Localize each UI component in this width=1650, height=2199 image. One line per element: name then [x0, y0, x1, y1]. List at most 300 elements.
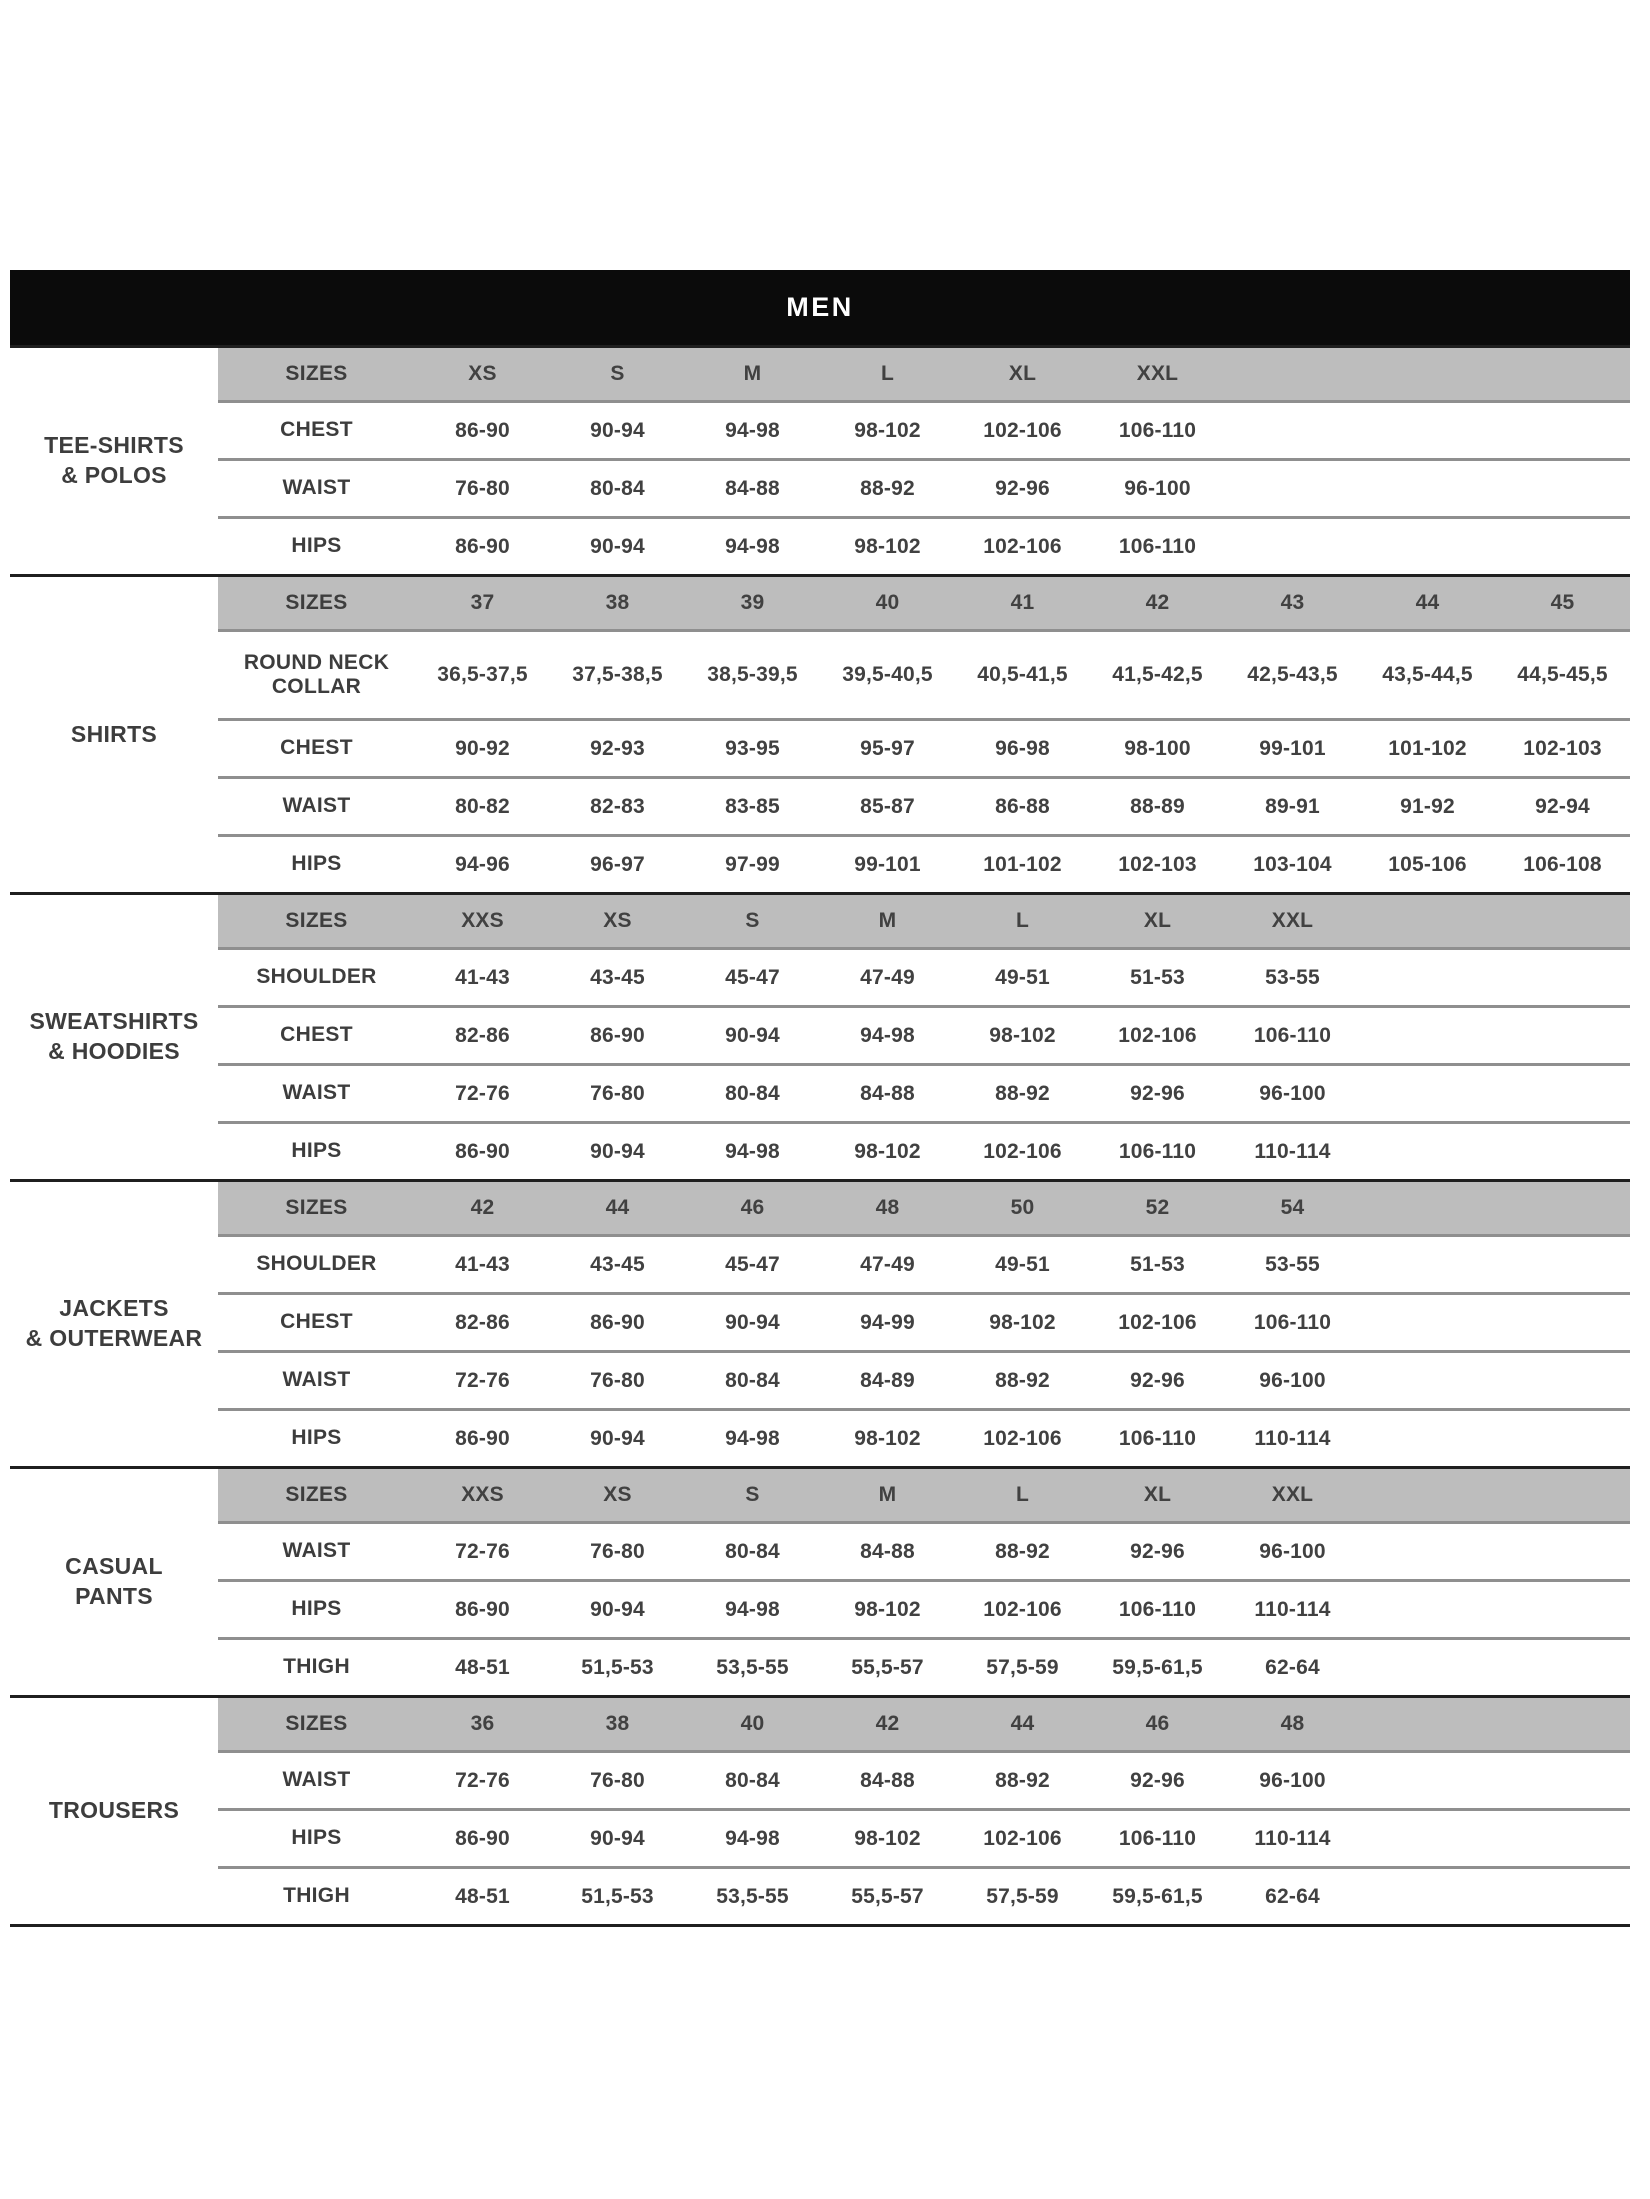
size-cell — [1495, 895, 1630, 947]
row-trousers-waist — [218, 1750, 1630, 1808]
value-cell: 99-101 — [1259, 736, 1326, 760]
value-cell: 53,5-55 — [716, 1884, 789, 1908]
value-cell: 85-87 — [860, 794, 915, 818]
section-label-line: & POLOS — [61, 462, 167, 488]
value-cell: 43,5-44,5 — [1382, 663, 1473, 686]
value-cell: 80-84 — [725, 1768, 780, 1792]
size-cell — [1495, 1698, 1630, 1750]
section-label-tee-shirts-polos — [10, 348, 218, 574]
value-cell: 36,5-37,5 — [437, 663, 528, 686]
measure-label: WAIST — [282, 476, 351, 500]
value-cell: 49-51 — [995, 1252, 1050, 1276]
value-cell: 93-95 — [725, 736, 780, 760]
size-cell: 42 — [875, 1712, 900, 1735]
value-cell: 80-84 — [725, 1539, 780, 1563]
measure-label: CHEST — [280, 736, 353, 760]
size-cell: XL — [1143, 1483, 1172, 1506]
value-cell: 38,5-39,5 — [707, 663, 798, 686]
value-cell — [1495, 519, 1630, 574]
size-cell: 46 — [1145, 1712, 1170, 1735]
value-cell: 98-102 — [989, 1310, 1056, 1334]
size-cell: M — [878, 909, 897, 932]
measure-label: HIPS — [291, 1139, 342, 1163]
sizes-row-label: SIZES — [285, 361, 348, 385]
value-cell: 98-102 — [854, 1426, 921, 1450]
sizes-row-label: SIZES — [285, 1482, 348, 1506]
value-cell — [1360, 461, 1495, 516]
value-cell: 84-88 — [860, 1081, 915, 1105]
row-trousers-thigh — [218, 1866, 1630, 1924]
value-cell: 88-92 — [995, 1539, 1050, 1563]
value-cell: 90-94 — [590, 1826, 645, 1850]
section-label-line: SHIRTS — [70, 720, 158, 747]
section-body-jackets-outerwear — [218, 1182, 1630, 1466]
table-title-bar — [10, 270, 1630, 345]
value-cell: 84-88 — [860, 1768, 915, 1792]
section-label-casual-pants — [10, 1469, 218, 1695]
sizes-row-label: SIZES — [285, 1195, 348, 1219]
measure-label: HIPS — [291, 852, 342, 876]
value-cell: 96-100 — [1124, 476, 1191, 500]
section-label-line: & HOODIES — [48, 1038, 180, 1064]
measure-label: ROUND NECK COLLAR — [243, 650, 390, 698]
value-cell — [1495, 461, 1630, 516]
value-cell: 72-76 — [455, 1539, 510, 1563]
section-label-trousers — [10, 1698, 218, 1924]
sizes-row-trousers — [218, 1698, 1630, 1750]
value-cell: 76-80 — [590, 1768, 645, 1792]
value-cell: 47-49 — [860, 1252, 915, 1276]
value-cell — [1225, 403, 1360, 458]
size-cell — [1495, 1182, 1630, 1234]
measure-label: CHEST — [280, 1310, 353, 1334]
value-cell: 102-106 — [983, 1139, 1062, 1163]
value-cell: 102-106 — [1118, 1023, 1197, 1047]
value-cell: 86-90 — [455, 534, 510, 558]
value-cell: 40,5-41,5 — [977, 663, 1068, 686]
value-cell: 86-90 — [455, 1139, 510, 1163]
value-cell: 86-88 — [995, 794, 1050, 818]
measure-label: SHOULDER — [256, 965, 377, 989]
measure-label: WAIST — [282, 1081, 351, 1105]
value-cell: 98-100 — [1124, 736, 1191, 760]
value-cell — [1225, 519, 1360, 574]
size-cell — [1495, 1469, 1630, 1521]
measure-label: HIPS — [291, 1426, 342, 1450]
section-label-line: CASUAL — [65, 1553, 163, 1580]
size-cell — [1360, 895, 1495, 947]
value-cell: 94-96 — [455, 852, 510, 876]
value-cell: 94-98 — [725, 1826, 780, 1850]
value-cell: 76-80 — [455, 476, 510, 500]
value-cell: 41,5-42,5 — [1112, 663, 1203, 686]
value-cell: 48-51 — [455, 1884, 510, 1908]
value-cell: 55,5-57 — [851, 1655, 924, 1679]
row-trousers-hips — [218, 1808, 1630, 1866]
value-cell: 51,5-53 — [581, 1655, 654, 1679]
row-jackets-outerwear-shoulder — [218, 1234, 1630, 1292]
value-cell: 51-53 — [1130, 965, 1185, 989]
value-cell: 102-106 — [1118, 1310, 1197, 1334]
size-cell: L — [880, 362, 895, 385]
table-title: MEN — [786, 292, 854, 322]
value-cell: 101-102 — [1388, 736, 1467, 760]
value-cell: 80-84 — [725, 1081, 780, 1105]
value-cell: 48-51 — [455, 1655, 510, 1679]
value-cell: 53-55 — [1265, 1252, 1320, 1276]
value-cell — [1360, 1640, 1495, 1695]
size-cell: M — [743, 362, 762, 385]
row-shirts-chest — [218, 718, 1630, 776]
value-cell — [1495, 1237, 1630, 1292]
row-jackets-outerwear-hips — [218, 1408, 1630, 1466]
size-cell — [1495, 348, 1630, 400]
value-cell: 106-110 — [1253, 1023, 1332, 1047]
value-cell: 86-90 — [590, 1310, 645, 1334]
row-shirts-hips — [218, 834, 1630, 892]
value-cell: 96-98 — [995, 736, 1050, 760]
section-label-jackets-outerwear — [10, 1182, 218, 1466]
value-cell: 90-94 — [590, 1426, 645, 1450]
value-cell: 110-114 — [1254, 1597, 1331, 1621]
size-cell: 41 — [1010, 591, 1035, 614]
value-cell: 94-98 — [725, 1597, 780, 1621]
measure-label: WAIST — [282, 1768, 351, 1792]
row-casual-pants-hips — [218, 1579, 1630, 1637]
value-cell — [1360, 519, 1495, 574]
row-tee-shirts-polos-waist — [218, 458, 1630, 516]
value-cell: 92-96 — [1130, 1768, 1185, 1792]
section-body-tee-shirts-polos — [218, 348, 1630, 574]
value-cell: 96-100 — [1259, 1368, 1326, 1392]
section-label-line: TEE-SHIRTS — [44, 432, 184, 459]
size-cell — [1360, 1182, 1495, 1234]
value-cell: 49-51 — [995, 965, 1050, 989]
section-body-shirts — [218, 577, 1630, 892]
value-cell — [1495, 1353, 1630, 1408]
value-cell: 37,5-38,5 — [572, 663, 663, 686]
size-cell: S — [610, 362, 625, 385]
row-casual-pants-thigh — [218, 1637, 1630, 1695]
value-cell: 84-88 — [725, 476, 780, 500]
value-cell: 43-45 — [590, 965, 645, 989]
value-cell — [1495, 1869, 1630, 1924]
value-cell — [1495, 1411, 1630, 1466]
row-jackets-outerwear-chest — [218, 1292, 1630, 1350]
value-cell: 110-114 — [1254, 1139, 1331, 1163]
value-cell: 106-108 — [1523, 852, 1602, 876]
section-tee-shirts-polos — [10, 345, 1630, 574]
value-cell: 88-92 — [860, 476, 915, 500]
value-cell: 53-55 — [1265, 965, 1320, 989]
value-cell: 92-96 — [1130, 1539, 1185, 1563]
section-label-line: SWEATSHIRTS — [29, 1008, 199, 1035]
value-cell: 102-103 — [1118, 852, 1197, 876]
section-label-line: & OUTERWEAR — [25, 1325, 203, 1351]
value-cell: 57,5-59 — [986, 1655, 1059, 1679]
value-cell: 90-94 — [590, 1139, 645, 1163]
size-cell: 50 — [1010, 1196, 1035, 1219]
size-cell: 38 — [605, 1712, 630, 1735]
value-cell: 90-94 — [725, 1310, 780, 1334]
row-sweatshirts-hoodies-shoulder — [218, 947, 1630, 1005]
sizes-row-tee-shirts-polos — [218, 348, 1630, 400]
section-label-shirts — [10, 577, 218, 892]
size-cell: XS — [603, 1483, 632, 1506]
value-cell: 62-64 — [1265, 1655, 1320, 1679]
value-cell: 82-83 — [590, 794, 645, 818]
table-sections — [10, 345, 1630, 1927]
value-cell — [1360, 403, 1495, 458]
value-cell: 62-64 — [1265, 1884, 1320, 1908]
value-cell — [1495, 1753, 1630, 1808]
value-cell: 45-47 — [725, 965, 780, 989]
value-cell — [1360, 1008, 1495, 1063]
value-cell: 92-96 — [1130, 1081, 1185, 1105]
value-cell: 45-47 — [725, 1252, 780, 1276]
value-cell: 89-91 — [1265, 794, 1320, 818]
size-cell: XXS — [461, 1483, 504, 1506]
section-casual-pants — [10, 1466, 1630, 1695]
row-jackets-outerwear-waist — [218, 1350, 1630, 1408]
value-cell: 102-106 — [983, 1426, 1062, 1450]
value-cell: 105-106 — [1388, 852, 1467, 876]
size-cell: XXL — [1271, 909, 1314, 932]
size-cell: L — [1015, 909, 1030, 932]
value-cell: 98-102 — [854, 1826, 921, 1850]
size-cell: XL — [1008, 362, 1037, 385]
value-cell: 98-102 — [854, 534, 921, 558]
size-cell — [1360, 1469, 1495, 1521]
size-cell: 48 — [1280, 1712, 1305, 1735]
section-jackets-outerwear — [10, 1179, 1630, 1466]
value-cell: 41-43 — [455, 1252, 510, 1276]
size-cell: XL — [1143, 909, 1172, 932]
value-cell: 80-84 — [590, 476, 645, 500]
value-cell — [1495, 1066, 1630, 1121]
value-cell — [1360, 1869, 1495, 1924]
sizes-row-label: SIZES — [285, 908, 348, 932]
value-cell: 47-49 — [860, 965, 915, 989]
value-cell: 98-102 — [854, 418, 921, 442]
value-cell: 102-106 — [983, 1826, 1062, 1850]
value-cell — [1360, 950, 1495, 1005]
size-cell: 45 — [1550, 591, 1575, 614]
value-cell: 59,5-61,5 — [1112, 1884, 1203, 1908]
size-cell: 42 — [470, 1196, 495, 1219]
value-cell — [1495, 1124, 1630, 1179]
value-cell: 94-98 — [725, 418, 780, 442]
value-cell: 106-110 — [1118, 534, 1197, 558]
row-tee-shirts-polos-hips — [218, 516, 1630, 574]
value-cell: 110-114 — [1254, 1426, 1331, 1450]
sizes-row-casual-pants — [218, 1469, 1630, 1521]
value-cell: 102-106 — [983, 534, 1062, 558]
value-cell: 94-98 — [725, 534, 780, 558]
value-cell: 72-76 — [455, 1768, 510, 1792]
value-cell: 86-90 — [590, 1023, 645, 1047]
size-cell: 37 — [470, 591, 495, 614]
value-cell: 102-103 — [1523, 736, 1602, 760]
size-cell — [1360, 348, 1495, 400]
size-cell: M — [878, 1483, 897, 1506]
section-label-sweatshirts-hoodies — [10, 895, 218, 1179]
size-cell — [1360, 1698, 1495, 1750]
row-sweatshirts-hoodies-chest — [218, 1005, 1630, 1063]
value-cell: 88-92 — [995, 1368, 1050, 1392]
size-cell: XXS — [461, 909, 504, 932]
size-cell: 44 — [605, 1196, 630, 1219]
value-cell: 103-104 — [1253, 852, 1332, 876]
row-sweatshirts-hoodies-waist — [218, 1063, 1630, 1121]
value-cell: 90-94 — [590, 1597, 645, 1621]
size-chart-table — [10, 270, 1630, 1927]
value-cell: 43-45 — [590, 1252, 645, 1276]
value-cell — [1495, 1811, 1630, 1866]
value-cell: 101-102 — [983, 852, 1062, 876]
value-cell: 80-82 — [455, 794, 510, 818]
size-cell: 52 — [1145, 1196, 1170, 1219]
value-cell: 82-86 — [455, 1023, 510, 1047]
value-cell — [1360, 1524, 1495, 1579]
value-cell: 82-86 — [455, 1310, 510, 1334]
value-cell: 106-110 — [1253, 1310, 1332, 1334]
value-cell: 96-100 — [1259, 1081, 1326, 1105]
value-cell: 39,5-40,5 — [842, 663, 933, 686]
value-cell — [1495, 1295, 1630, 1350]
value-cell — [1360, 1066, 1495, 1121]
row-shirts-waist — [218, 776, 1630, 834]
measure-label: WAIST — [282, 794, 351, 818]
value-cell: 110-114 — [1254, 1826, 1331, 1850]
measure-label: HIPS — [291, 1597, 342, 1621]
sizes-row-shirts — [218, 577, 1630, 629]
value-cell — [1360, 1124, 1495, 1179]
row-shirts-round-neck-collar — [218, 629, 1630, 718]
size-cell: XS — [468, 362, 497, 385]
size-cell: 40 — [875, 591, 900, 614]
measure-label: HIPS — [291, 1826, 342, 1850]
size-cell: L — [1015, 1483, 1030, 1506]
value-cell: 86-90 — [455, 1426, 510, 1450]
value-cell: 94-98 — [725, 1426, 780, 1450]
value-cell: 98-102 — [989, 1023, 1056, 1047]
value-cell: 90-94 — [725, 1023, 780, 1047]
size-cell: XXL — [1136, 362, 1179, 385]
value-cell: 91-92 — [1400, 794, 1455, 818]
size-cell: 36 — [470, 1712, 495, 1735]
size-cell: 46 — [740, 1196, 765, 1219]
sizes-row-label: SIZES — [285, 590, 348, 614]
size-cell: 38 — [605, 591, 630, 614]
value-cell: 41-43 — [455, 965, 510, 989]
size-cell: 48 — [875, 1196, 900, 1219]
size-cell: S — [745, 909, 760, 932]
sizes-row-sweatshirts-hoodies — [218, 895, 1630, 947]
value-cell — [1495, 403, 1630, 458]
section-sweatshirts-hoodies — [10, 892, 1630, 1179]
value-cell: 96-100 — [1259, 1768, 1326, 1792]
value-cell: 80-84 — [725, 1368, 780, 1392]
size-cell: XXL — [1271, 1483, 1314, 1506]
value-cell — [1495, 1640, 1630, 1695]
value-cell: 92-96 — [1130, 1368, 1185, 1392]
value-cell: 59,5-61,5 — [1112, 1655, 1203, 1679]
value-cell — [1360, 1582, 1495, 1637]
value-cell: 98-102 — [854, 1597, 921, 1621]
section-body-casual-pants — [218, 1469, 1630, 1695]
section-body-sweatshirts-hoodies — [218, 895, 1630, 1179]
value-cell — [1360, 1753, 1495, 1808]
value-cell: 94-98 — [860, 1023, 915, 1047]
value-cell: 44,5-45,5 — [1517, 663, 1608, 686]
value-cell: 42,5-43,5 — [1247, 663, 1338, 686]
measure-label: SHOULDER — [256, 1252, 377, 1276]
section-label-line: JACKETS — [59, 1295, 169, 1322]
value-cell — [1360, 1811, 1495, 1866]
value-cell: 92-93 — [590, 736, 645, 760]
value-cell: 102-106 — [983, 1597, 1062, 1621]
value-cell: 92-96 — [995, 476, 1050, 500]
measure-label: CHEST — [280, 1023, 353, 1047]
value-cell: 83-85 — [725, 794, 780, 818]
size-cell: 42 — [1145, 591, 1170, 614]
value-cell: 76-80 — [590, 1539, 645, 1563]
value-cell: 88-92 — [995, 1768, 1050, 1792]
value-cell: 72-76 — [455, 1081, 510, 1105]
value-cell: 90-92 — [455, 736, 510, 760]
value-cell: 51-53 — [1130, 1252, 1185, 1276]
value-cell: 102-106 — [983, 418, 1062, 442]
measure-label: WAIST — [282, 1368, 351, 1392]
measure-label: HIPS — [291, 534, 342, 558]
section-label-line: TROUSERS — [48, 1797, 180, 1824]
size-cell — [1225, 348, 1360, 400]
value-cell — [1360, 1295, 1495, 1350]
section-body-trousers — [218, 1698, 1630, 1924]
value-cell: 106-110 — [1118, 1139, 1197, 1163]
value-cell — [1360, 1411, 1495, 1466]
size-cell: 44 — [1010, 1712, 1035, 1735]
section-label-line: PANTS — [75, 1583, 153, 1609]
size-cell: 40 — [740, 1712, 765, 1735]
value-cell: 99-101 — [854, 852, 921, 876]
value-cell: 88-89 — [1130, 794, 1185, 818]
size-cell: XS — [603, 909, 632, 932]
size-cell: 43 — [1280, 591, 1305, 614]
size-cell: 44 — [1415, 591, 1440, 614]
value-cell: 57,5-59 — [986, 1884, 1059, 1908]
value-cell: 53,5-55 — [716, 1655, 789, 1679]
value-cell: 96-97 — [590, 852, 645, 876]
value-cell: 76-80 — [590, 1368, 645, 1392]
value-cell: 90-94 — [590, 418, 645, 442]
value-cell: 76-80 — [590, 1081, 645, 1105]
value-cell: 98-102 — [854, 1139, 921, 1163]
value-cell: 88-92 — [995, 1081, 1050, 1105]
size-cell: 39 — [740, 591, 765, 614]
value-cell: 86-90 — [455, 418, 510, 442]
value-cell: 94-98 — [725, 1139, 780, 1163]
value-cell: 84-89 — [860, 1368, 915, 1392]
value-cell: 95-97 — [860, 736, 915, 760]
value-cell: 84-88 — [860, 1539, 915, 1563]
measure-label: THIGH — [283, 1884, 350, 1908]
value-cell: 86-90 — [455, 1597, 510, 1621]
row-sweatshirts-hoodies-hips — [218, 1121, 1630, 1179]
value-cell: 106-110 — [1118, 418, 1197, 442]
section-trousers — [10, 1695, 1630, 1924]
